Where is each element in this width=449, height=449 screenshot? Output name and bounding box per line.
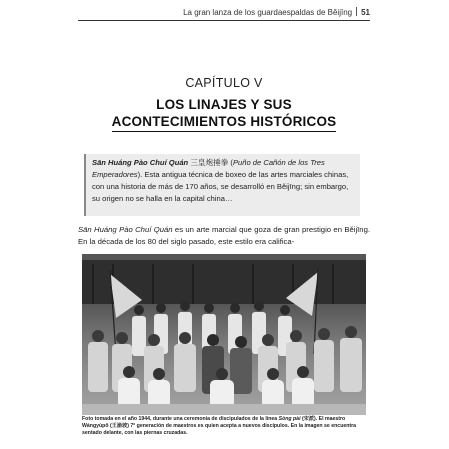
chapter-label: CAPÍTULO V [185,76,263,90]
abstract-paren-close: ). [137,170,143,179]
abstract-paren-open: ( [228,158,233,167]
body-text: es un arte marcial que goza de gran prestigio en Běijīng. En la década de los 80 del siglo pasado, este estilo era califica- [78,225,370,246]
abstract-translation: Puño de Cañón de los Tres Emperadores [92,158,325,179]
running-head [78,6,370,19]
abstract-text: Esta antigua técnica de boxeo de las artes marciales chinas, con una historia de más de 170 años, se desarrolló en Běijīng; sin embargo, su origen no se halla en la capital china… [92,170,349,203]
caption-part2: (宋派). El maestro Wángyùpǒ (王渝坡) 7ª generación de maestros es quien acepta a nuevos discípulos. En la imagen se encuentra sentado delante, con las piernas cruzadas. [82,416,357,436]
abstract-term: Sān Huáng Pào Chuí Quán [92,158,189,167]
historical-photo [82,254,366,415]
chapter-title-line1: LOS LINAJES Y SUS [156,97,292,112]
header-rule [78,20,370,21]
photo-caption [82,416,366,437]
chapter-title-line2: ACONTECIMIENTOS HISTÓRICOS [112,113,337,132]
chapter-abstract [84,154,360,216]
photo-illustration [82,254,366,415]
running-head-title: La gran lanza de los guardaespaldas de Běijīng [183,8,353,17]
caption-part1: Foto tomada en el año 1944, durante una ceremonia de discipulados de la línea [82,416,279,422]
body-paragraph [78,224,370,248]
photo-eave [82,254,366,260]
running-head-separator [356,7,357,16]
photo-ground [82,404,366,415]
abstract-hanzi: 三皇炮捶拳 [190,158,229,167]
page-number: 51 [361,8,370,17]
body-italic-lead: Sān Huáng Pào Chuí Quán [78,225,173,234]
chapter-title [78,96,370,132]
caption-italic: Sòng pài [278,416,301,422]
